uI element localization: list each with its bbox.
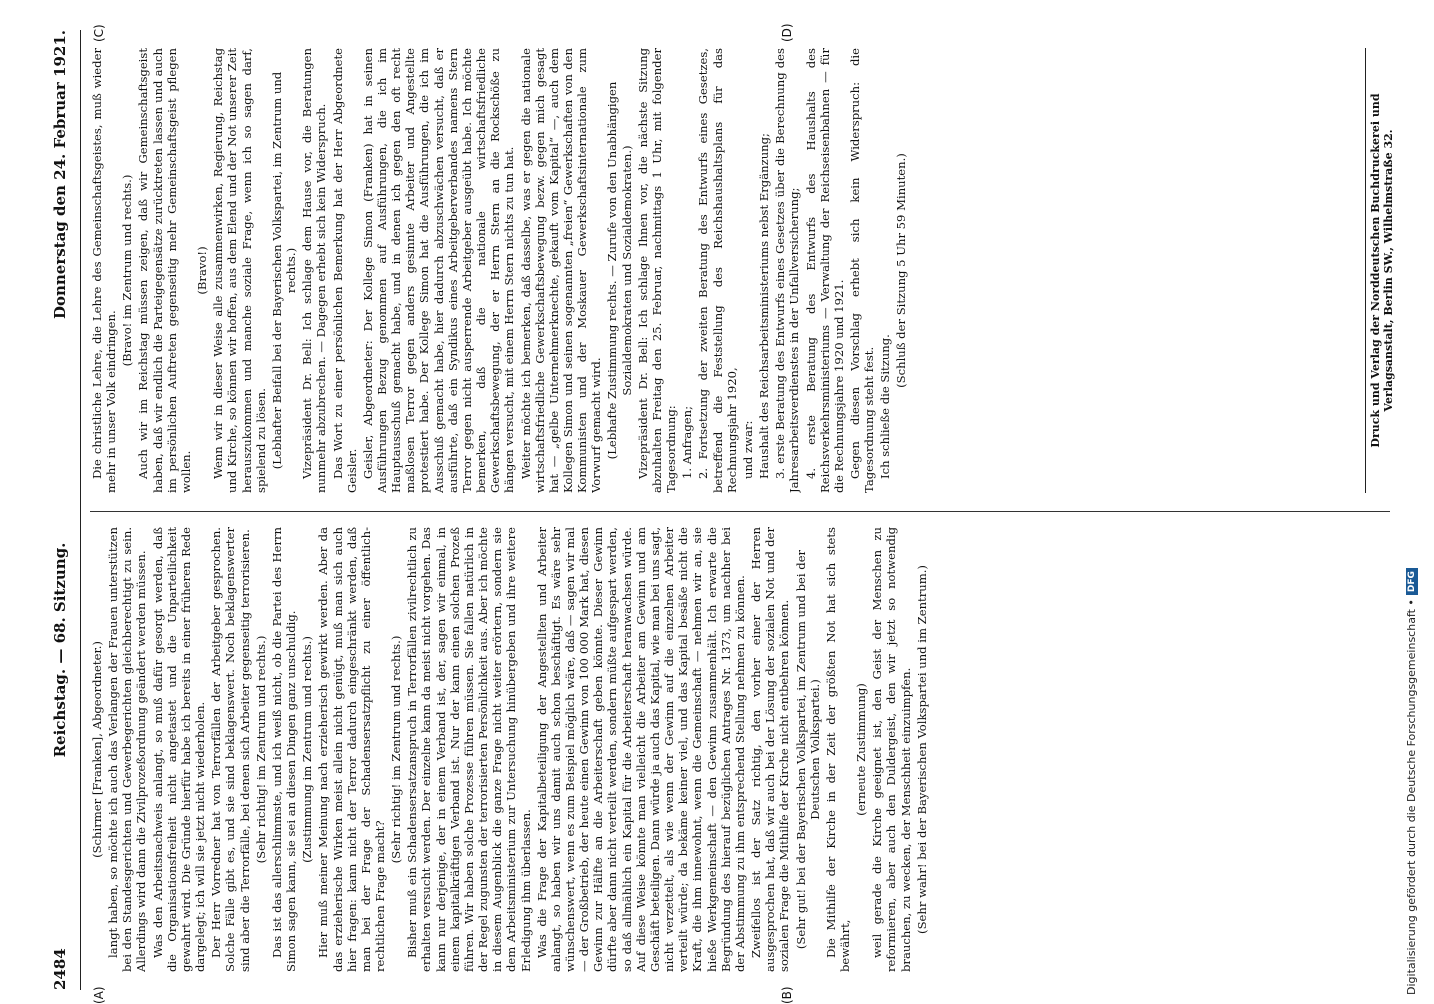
margin-mark-a: (A) <box>92 986 106 1004</box>
paragraph: Das Wort zu einer persönlichen Bemerkung hat der Herr Abgeordnete Geisler. <box>330 48 359 493</box>
right-text-column <box>90 48 1390 493</box>
paragraph: Wenn wir in dieser Weise alle zusammenwirken, Regierung, Reichstag und Kirche, so können wir hoffen, aus dem Elend und der Not unserer Zeit herauszukommen und manche soziale Frage, wenn ich so sagen darf, spielend zu lösen. <box>211 48 268 493</box>
page-header <box>40 30 81 990</box>
paragraph: Ich schließe die Sitzung. <box>878 334 893 479</box>
paragraph: Hier muß meiner Meinung nach erzieherisch gewirkt werden. Aber da das erzieherische Wirken meist allein nicht genügt, muß man sich auch hier fragen: kann nicht der Terror dadurch eingeschränkt werden, daß man bei der Frage der Schadensersatzpflicht zu einer öffentlich-rechtlichen Frage macht? <box>316 527 387 972</box>
interjection: (Lebhafte Zustimmung rechts. — Zurufe von den Unabhängigen Sozialdemokraten und Sozialdemokraten.) <box>605 81 634 460</box>
paragraph: Gegen diesen Vorschlag erhebt sich kein Widerspruch: die Tagesordnung steht fest. <box>847 48 877 493</box>
paragraph: Haushalt des Reichsarbeitsministeriums nebst Ergänzung; <box>757 133 772 479</box>
rotated-page <box>40 23 1400 1004</box>
paragraph: Weiter möchte ich bemerken, daß dasselbe, was er gegen die nationale wirtschaftsfriedliche Gewerkschaftsbewegung bezw. gegen mich gesagt hat — „gelbe Unternehmerknechte, gekauft vom Kapital“ —, auch dem Kollegen Simon und seinen sogenannten „freien“ Gewerkschaften von den Kommunisten und der Moskauer Gewerkschaftsinternationale zum Vorwurf gemacht wird. <box>518 48 604 493</box>
interjection: (Lebhafter Beifall bei der Bayerischen Volkspartei, im Zentrum und rechts.) <box>269 71 299 470</box>
paragraph: Der Herr Vorredner hat von Terrorfällen der Arbeitgeber gesprochen. Solche Fälle gibt es, und sie sind beklagenswert. Noch beklagenswerter sind aber die Terrorfälle, bei denen sich Arbeiter gegenseitig terrorisieren. <box>209 527 252 972</box>
paragraph: Das ist das allerschlimmste, und ich weiß nicht, ob die Partei des Herrn Simon sagen kann, sie sei an diesen Dingen ganz unschuldig. <box>269 527 299 972</box>
interjection: (Sehr richtig! im Zentrum und rechts.) <box>253 635 268 864</box>
interjection: (Sehr gut! bei der Bayerischen Volkspartei, im Zentrum und bei der Deutschen Volkspartei.) <box>793 549 822 950</box>
paragraph: und zwar: <box>740 420 755 479</box>
paragraph: Die Mithilfe der Kirche in der Zeit der größten Not hat sich stets bewährt, <box>823 527 852 972</box>
dfg-logo: DFG <box>1406 568 1418 595</box>
paragraph: Vizepräsident Dr. Bell: Ich schlage Ihnen vor, die nächste Sitzung abzuhalten Freitag den 25. Februar, nachmittags 1 Uhr, mit folgender Tagesordnung: <box>635 48 679 493</box>
digitization-credit <box>1405 568 1418 995</box>
paragraph: Die christliche Lehre, die Lehre des Gemeinschaftsgeistes, muß wieder mehr in unser Volk eindringen. <box>90 48 119 493</box>
session-title: Reichstag. — 68. Sitzung. <box>51 542 69 758</box>
paragraph: Bisher muß ein Schadensersatzanspruch in Terrorfällen zivilrechtlich zu erhalten versucht werden. Der einzelne kann da meist nicht vorgehen. Das kann nur derjenige, der in einem Verband ist, der, sagen wir einmal, in einem kapitalkräftigen Verband ist. Nur der kann einen solchen Prozeß führen. Wir haben solche Prozesse führen müssen. Sie fallen natürlich in der Regel zugunsten der terrorisierten Persönlichkeit aus. Aber ich möchte in diesem Augenblick die ganze Frage nicht weiter erörtern, sondern sie dem Arbeitsministerium zur Untersuchung hinübergeben und ihre weitere Erledigung ihm überlassen. <box>405 527 533 972</box>
session-date: Donnerstag den 24. Februar 1921. <box>51 30 69 320</box>
paragraph: Vizepräsident Dr. Bell: Ich schlage dem Hause vor, die Beratungen nunmehr abzubrechen. — Dagegen erhebt sich kein Widerspruch. <box>300 48 329 493</box>
paragraph: Was den Arbeitsnachweis anlangt, so muß dafür gesorgt werden, daß die Organisationsfreiheit nicht angetastet und die Unparteilichkeit gewahrt wird. Die Gründe hierfür habe ich bereits in einer früheren Rede dargelegt; ich will sie jetzt nicht wiederholen. <box>150 527 208 972</box>
column-divider <box>90 511 1390 512</box>
interjection: (Bravo! im Zentrum und rechts.) <box>120 174 135 367</box>
margin-mark-d: (D) <box>780 23 794 42</box>
paragraph: weil gerade die Kirche geeignet ist, den Geist der Menschen zu reformieren, aber auch den Duldergeist, den wir jetzt so notwendig brauchen, zu wecken, der Menschheit einzuimpfen. <box>870 527 913 972</box>
paragraph: Geisler, Abgeordneter: Der Kollege Simon (Franken) hat in seinen Ausführungen Bezug genommen auf Ausführungen, die ich im Hauptausschuß gemacht habe, und in denen ich gegen den oft recht maßlosen Terror gegen anders gesinnte Arbeiter und Angestellte protestiert habe. Der Kollege Simon hat die Ausführungen, die ich im Ausschuß gemacht habe, hier dadurch abzuschwächen versucht, daß er ausführte, daß ein Syndikus eines Arbeitgeberverbandes namens Stern Terror gegen nicht ausperrende Arbeitgeber ausgeübt habe. Ich möchte bemerken, daß die nationale wirtschaftsfriedliche Gewerkschaftsbewegung, der er Herrn Stern an die Rockschöße zu hängen versucht, mit einem Herrn Stern nichts zu tun hat. <box>360 48 517 493</box>
interjection: (Bravo!) <box>195 246 210 295</box>
printer-imprint: Druck und Verlag der Norddeutschen Buchdruckerei und Verlagsanstalt, Berlin SW., Wilhelmstraße 32. <box>1365 48 1395 493</box>
paragraph: Was die Frage der Kapitalbeteiligung der Angestellten und Arbeiter anlangt, so haben wir uns damit auch schon beschäftigt. Es wäre sehr wünschenswert, wenn es zum Beispiel möglich wäre, daß — sagen wir mal — der Großbetrieb, der heute einen Gewinn von 100 000 Mark hat, diesen Gewinn zur Hälfte an die Arbeiterschaft geben könnte. Dieser Gewinn dürfte aber dann nicht verteilt werden, sondern müßte aufgespart werden, so daß allmählich ein Kapital für die Arbeiterschaft heranwachsen würde. Auf diese Weise könnte man vielleicht die Arbeiter am Gewinn und am Geschäft beteiligen. Dann würde ja auch das Kapital, wie man bei uns sagt, nicht verzettelt, als wie wenn der Gewinn auf die einzelnen Arbeiter verteilt würde; da bekäme keiner viel, und das Kapital besäße nicht die Kraft, die ihm innewohnt, wenn die Gemeinschaft — nehmen wir an, sie hieße Werkgemeinschaft — den Gewinn zusammenhält. Ich erwarte die Begründung des hierauf bezüglichen Antrages Nr. 1373, um nachher bei der Abstimmung zu ihm entsprechend Stellung nehmen zu können. <box>534 527 747 972</box>
interjection: (Sehr richtig! im Zentrum und rechts.) <box>389 635 404 864</box>
paragraph: langt haben, so möchte ich auch das Verlangen der Frauen unterstützen bei den Standesgerichten und Gewerbegerichten gleichberechtigt zu sein. Allerdings wird dann die Zivilprozeßordnung geändert werden müssen. <box>106 527 149 972</box>
paragraph: Zweifellos ist der Satz richtig, den vorher einer der Herren ausgesprochen hat, daß wir auch bei der Lösung der sozialen Not und der sozialen Frage die Mithilfe der Kirche nicht entbehren können. <box>749 527 792 972</box>
left-text-column <box>90 527 1390 972</box>
interjection: (Sehr wahr! bei der Bayerischen Volkspartei und im Zentrum.) <box>914 565 929 934</box>
interjection: (Schluß der Sitzung 5 Uhr 59 Minuten.) <box>894 153 909 388</box>
interjection: (erneute Zustimmung) <box>854 683 869 816</box>
margin-mark-c: (C) <box>92 24 106 42</box>
page-number: 2484 <box>51 948 69 990</box>
paragraph: 1. Anfragen; <box>680 406 695 479</box>
margin-mark-b: (B) <box>780 986 794 1004</box>
credit-text: Digitalisierung gefördert durch die Deutsche Forschungsgemeinschaft • <box>1405 599 1418 995</box>
paragraph: 2. Fortsetzung der zweiten Beratung des Entwurfs eines Gesetzes, betreffend die Feststellung des Reichshaushaltsplans für das Rechnungsjahr 1920, <box>696 48 739 493</box>
interjection: (Zustimmung im Zentrum und rechts.) <box>300 636 315 863</box>
paragraph: 3. erste Beratung des Entwurfs eines Gesetzes über die Berechnung des Jahresarbeitsverdienstes in der Unfallversicherung; <box>773 48 802 493</box>
paragraph: Auch wir im Reichstag müssen zeigen, daß wir Gemeinschaftsgeist haben, daß wir endlich die Parteigegensätze zurücktreten lassen und auch im persönlichen Auftreten gegenseitig mehr Gemeinschaftsgeist pflegen wollen. <box>136 48 193 493</box>
paragraph: 4. erste Beratung des Entwurfs des Haushalts des Reichsverkehrsministeriums — Verwaltung der Reichseisenbahnen — für die Rechnungsjahre 1920 und 1921. <box>803 48 846 493</box>
interjection: (Schirmer [Franken], Abgeordneter.) <box>90 641 104 858</box>
